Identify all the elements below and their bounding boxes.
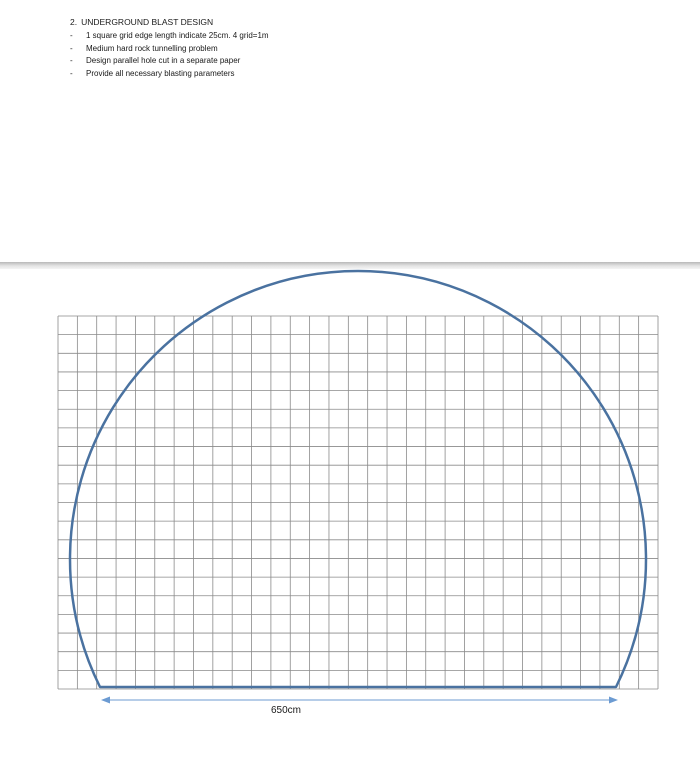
width-dimension: [101, 697, 618, 717]
dimension-label: 650cm: [271, 705, 302, 716]
list-item-text: 1 square grid edge length indicate 25cm. 4 grid=1m: [86, 31, 269, 40]
task-title: UNDERGROUND BLAST DESIGN: [81, 17, 214, 27]
list-item-text: Provide all necessary blasting parameters: [86, 68, 235, 78]
dimension-arrow-left: [101, 697, 110, 704]
bullet-dash: -: [70, 68, 73, 78]
tunnel-profile-outline: [70, 271, 646, 687]
square-grid: [58, 316, 658, 689]
bullet-dash: -: [70, 43, 73, 53]
list-item-text: Design parallel hole cut in a separate paper: [86, 56, 241, 65]
list-item-text: Medium hard rock tunnelling problem: [86, 43, 218, 53]
task-number: 2.: [70, 17, 78, 27]
bullet-dash: -: [70, 31, 73, 40]
bullet-dash: -: [70, 56, 73, 65]
dimension-arrow-right: [609, 697, 618, 704]
